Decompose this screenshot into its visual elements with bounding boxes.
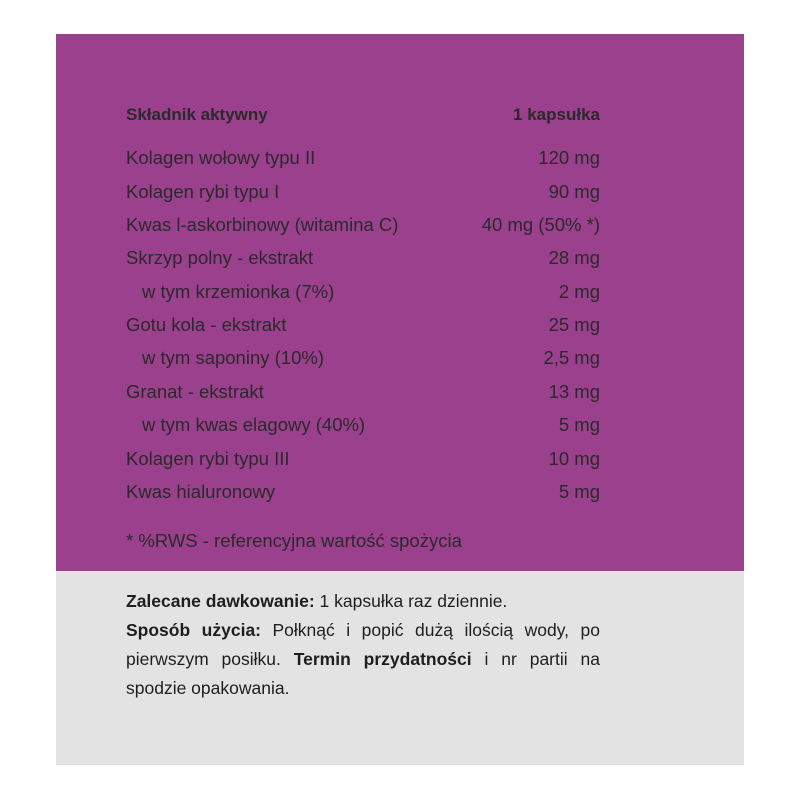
supplement-label-card — [56, 34, 744, 765]
ingredient-name: w tym kwas elagowy (40%) — [142, 414, 366, 435]
ingredient-name: Kolagen wołowy typu II — [126, 147, 316, 168]
ingredient-name: w tym saponiny (10%) — [142, 347, 324, 368]
ingredient-name: Kwas l-askorbinowy (witamina C) — [126, 214, 399, 235]
ingredient-amount: 10 mg — [548, 448, 600, 469]
table-header — [126, 102, 600, 128]
dosage-label: Zalecane dawkowanie: — [126, 591, 315, 611]
ingredient-name: w tym krzemionka (7%) — [142, 281, 335, 302]
table-row — [126, 145, 600, 171]
ingredient-name: Kolagen rybi typu III — [126, 448, 290, 469]
expiry-label: Termin przydatności — [293, 649, 472, 669]
ingredient-amount: 5 mg — [558, 414, 600, 435]
table-row — [126, 179, 600, 205]
table-row — [126, 412, 600, 438]
table-row — [126, 245, 600, 271]
ingredient-amount: 2 mg — [558, 281, 600, 302]
table-row — [126, 379, 600, 405]
ingredient-name: Skrzyp polny - ekstrakt — [126, 247, 314, 268]
ingredient-amount: 25 mg — [548, 314, 600, 335]
header-ingredient: Składnik aktywny — [126, 105, 268, 124]
rws-footnote: * %RWS - referencyjna wartość spożycia — [126, 530, 462, 551]
table-row — [126, 279, 600, 305]
ingredient-amount: 120 mg — [538, 147, 600, 168]
usage-label: Sposób użycia: — [126, 620, 261, 640]
table-row — [126, 479, 600, 505]
ingredient-amount: 40 mg (50% *) — [481, 214, 600, 235]
usage-info — [126, 587, 600, 703]
ingredient-name: Gotu kola - ekstrakt — [126, 314, 287, 335]
usage-text: Połknąć i popić dużą ilością wody, po pierwszym posiłku. — [126, 620, 600, 669]
header-amount: 1 kapsułka — [513, 105, 600, 124]
ingredient-amount: 28 mg — [548, 247, 600, 268]
expiry-text: i nr partii na spodzie opakowania. — [126, 649, 600, 698]
ingredient-amount: 13 mg — [548, 381, 600, 402]
ingredient-name: Kwas hialuronowy — [126, 481, 276, 502]
usage-paragraph — [126, 616, 600, 703]
table-row — [126, 446, 600, 472]
table-row — [126, 345, 600, 371]
ingredient-name: Granat - ekstrakt — [126, 381, 264, 402]
dosage-paragraph — [126, 587, 600, 616]
ingredients-panel — [56, 34, 744, 571]
table-row — [126, 312, 600, 338]
ingredient-amount: 90 mg — [548, 181, 600, 202]
dosage-text: 1 kapsułka raz dziennie. — [314, 591, 508, 611]
table-row — [126, 212, 600, 238]
ingredient-name: Kolagen rybi typu I — [126, 181, 280, 202]
ingredient-amount: 5 mg — [558, 481, 600, 502]
ingredient-amount: 2,5 mg — [543, 347, 600, 368]
